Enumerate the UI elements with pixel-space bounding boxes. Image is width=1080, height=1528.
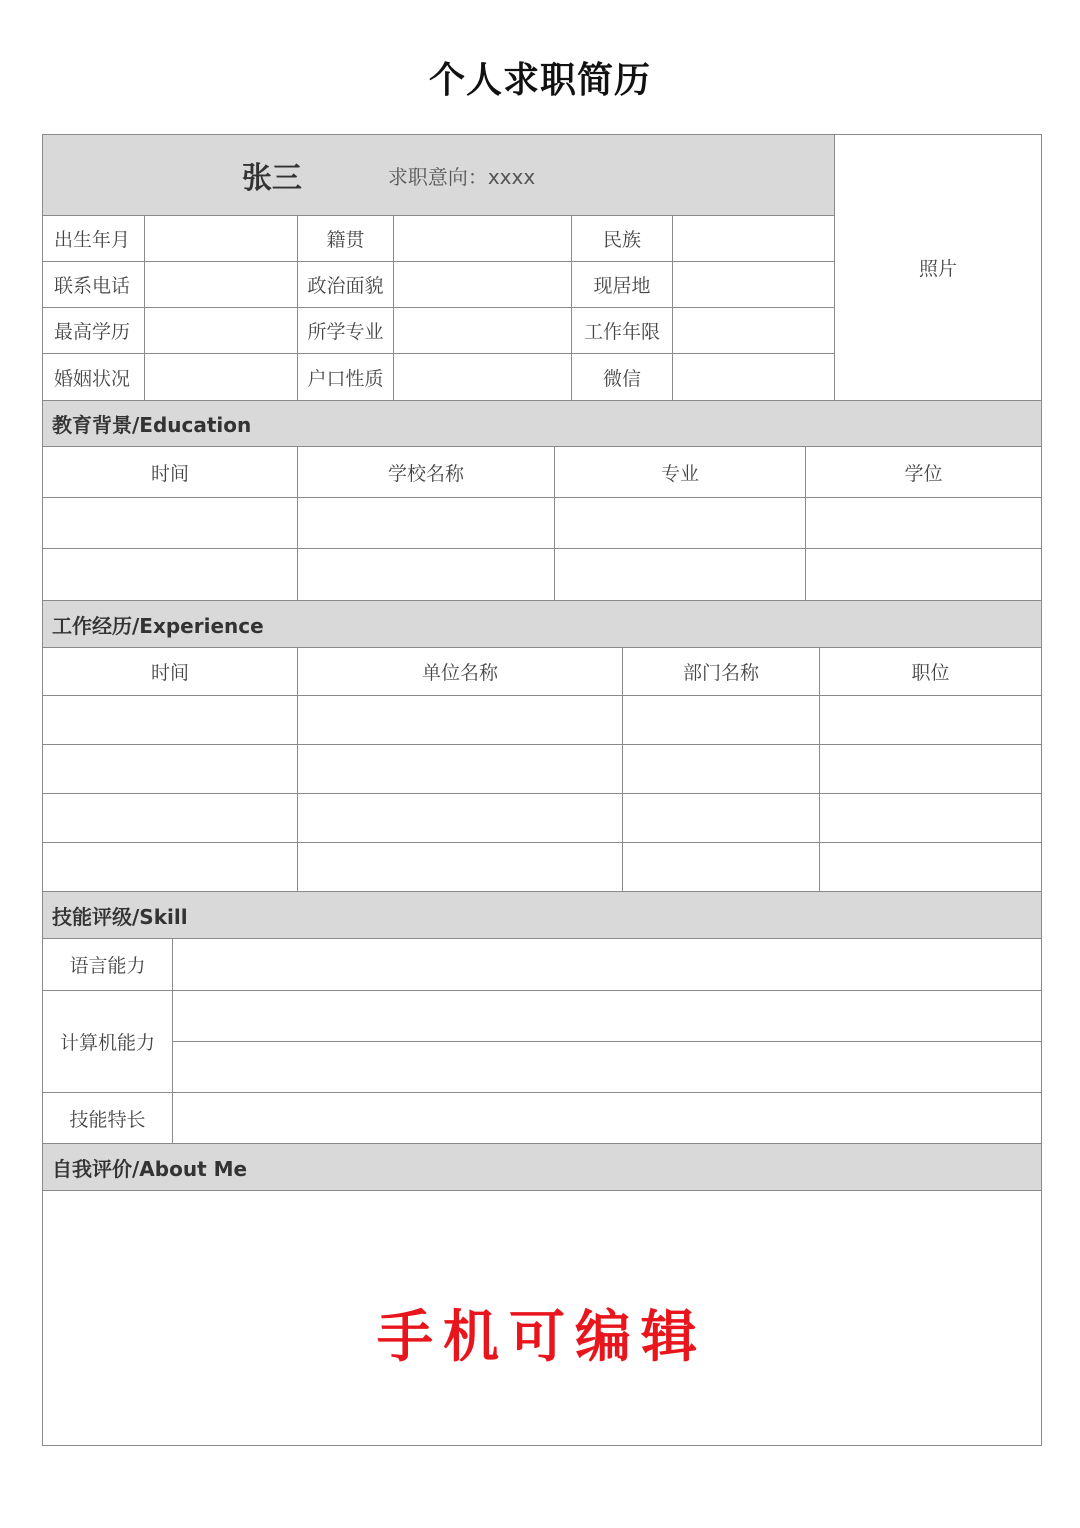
- experience-col-company: 单位名称: [421, 662, 498, 684]
- resume-sheet: [42, 134, 1042, 1446]
- info-label-marital-status: 婚姻状况: [54, 367, 131, 390]
- experience-heading: 工作经历/Experience: [43, 601, 1041, 647]
- skill-value-computer[interactable]: [173, 991, 1041, 1041]
- info-value-wechat[interactable]: [673, 354, 834, 400]
- experience-cell[interactable]: [298, 696, 622, 744]
- info-label-wechat: 微信: [602, 367, 641, 390]
- experience-cell[interactable]: [43, 843, 297, 891]
- skill-value-specialty[interactable]: [173, 1093, 1041, 1143]
- photo-label: 照片: [918, 258, 957, 280]
- photo-box[interactable]: [835, 135, 1041, 400]
- skill-value-computer-extra[interactable]: [173, 1042, 1041, 1092]
- about-heading: 自我评价/About Me: [43, 1144, 1041, 1190]
- skill-label-computer: 计算机能力: [59, 1032, 155, 1054]
- applicant-name[interactable]: 张三: [241, 161, 302, 196]
- mobile-editable-note: 手机可编辑: [377, 1305, 707, 1370]
- education-col-time: 时间: [150, 462, 189, 485]
- info-value-residence[interactable]: [673, 262, 834, 307]
- experience-cell[interactable]: [820, 843, 1041, 891]
- experience-cell[interactable]: [820, 696, 1041, 744]
- info-value-marital-status[interactable]: [145, 354, 297, 400]
- skill-label-specialty: 技能特长: [69, 1108, 146, 1131]
- education-cell[interactable]: [806, 549, 1041, 600]
- job-intent[interactable]: [388, 161, 535, 190]
- education-cell[interactable]: [298, 549, 554, 600]
- experience-cell[interactable]: [298, 843, 622, 891]
- education-cell[interactable]: [555, 498, 805, 548]
- experience-col-position: 职位: [911, 662, 950, 684]
- education-heading: 教育背景/Education: [43, 401, 1041, 446]
- education-cell[interactable]: [298, 498, 554, 548]
- experience-col-time: 时间: [150, 662, 189, 684]
- education-cell[interactable]: [806, 498, 1041, 548]
- skills-heading: 技能评级/Skill: [43, 892, 1041, 938]
- info-label-residence: 现居地: [593, 275, 651, 297]
- info-label-major: 所学专业: [307, 321, 384, 343]
- info-value-phone[interactable]: [145, 262, 297, 307]
- experience-cell[interactable]: [43, 794, 297, 842]
- skill-label-language: 语言能力: [69, 955, 146, 977]
- experience-cell[interactable]: [43, 696, 297, 744]
- experience-cell[interactable]: [623, 843, 819, 891]
- experience-cell[interactable]: [43, 745, 297, 793]
- education-col-major: 专业: [660, 462, 699, 485]
- info-value-education-level[interactable]: [145, 308, 297, 353]
- info-label-education-level: 最高学历: [54, 321, 131, 343]
- experience-cell[interactable]: [623, 794, 819, 842]
- info-label-birth: 出生年月: [54, 229, 131, 251]
- info-value-political-status[interactable]: [394, 262, 571, 307]
- info-label-phone: 联系电话: [54, 275, 131, 297]
- name-bar: [43, 135, 834, 215]
- info-value-work-years[interactable]: [673, 308, 834, 353]
- education-col-degree: 学位: [904, 462, 943, 485]
- job-intent-value[interactable]: xxxx: [487, 164, 536, 189]
- experience-cell[interactable]: [623, 745, 819, 793]
- experience-cell[interactable]: [298, 745, 622, 793]
- info-value-hukou[interactable]: [394, 354, 571, 400]
- info-label-native-place: 籍贯: [326, 229, 365, 251]
- document-title: 个人求职简历: [428, 60, 651, 101]
- education-cell[interactable]: [555, 549, 805, 600]
- job-intent-label: 求职意向：: [387, 164, 488, 189]
- experience-cell[interactable]: [820, 745, 1041, 793]
- experience-col-department: 部门名称: [682, 662, 759, 684]
- education-cell[interactable]: [43, 498, 297, 548]
- info-label-work-years: 工作年限: [583, 321, 660, 343]
- skill-value-language[interactable]: [173, 939, 1041, 990]
- experience-cell[interactable]: [298, 794, 622, 842]
- info-label-hukou: 户口性质: [307, 367, 384, 390]
- info-label-ethnicity: 民族: [602, 229, 641, 251]
- education-cell[interactable]: [43, 549, 297, 600]
- info-value-birth[interactable]: [145, 216, 297, 261]
- experience-cell[interactable]: [623, 696, 819, 744]
- info-label-political-status: 政治面貌: [307, 275, 384, 297]
- education-col-school: 学校名称: [387, 462, 464, 485]
- info-value-major[interactable]: [394, 308, 571, 353]
- info-value-native-place[interactable]: [394, 216, 571, 261]
- info-value-ethnicity[interactable]: [673, 216, 834, 261]
- experience-cell[interactable]: [820, 794, 1041, 842]
